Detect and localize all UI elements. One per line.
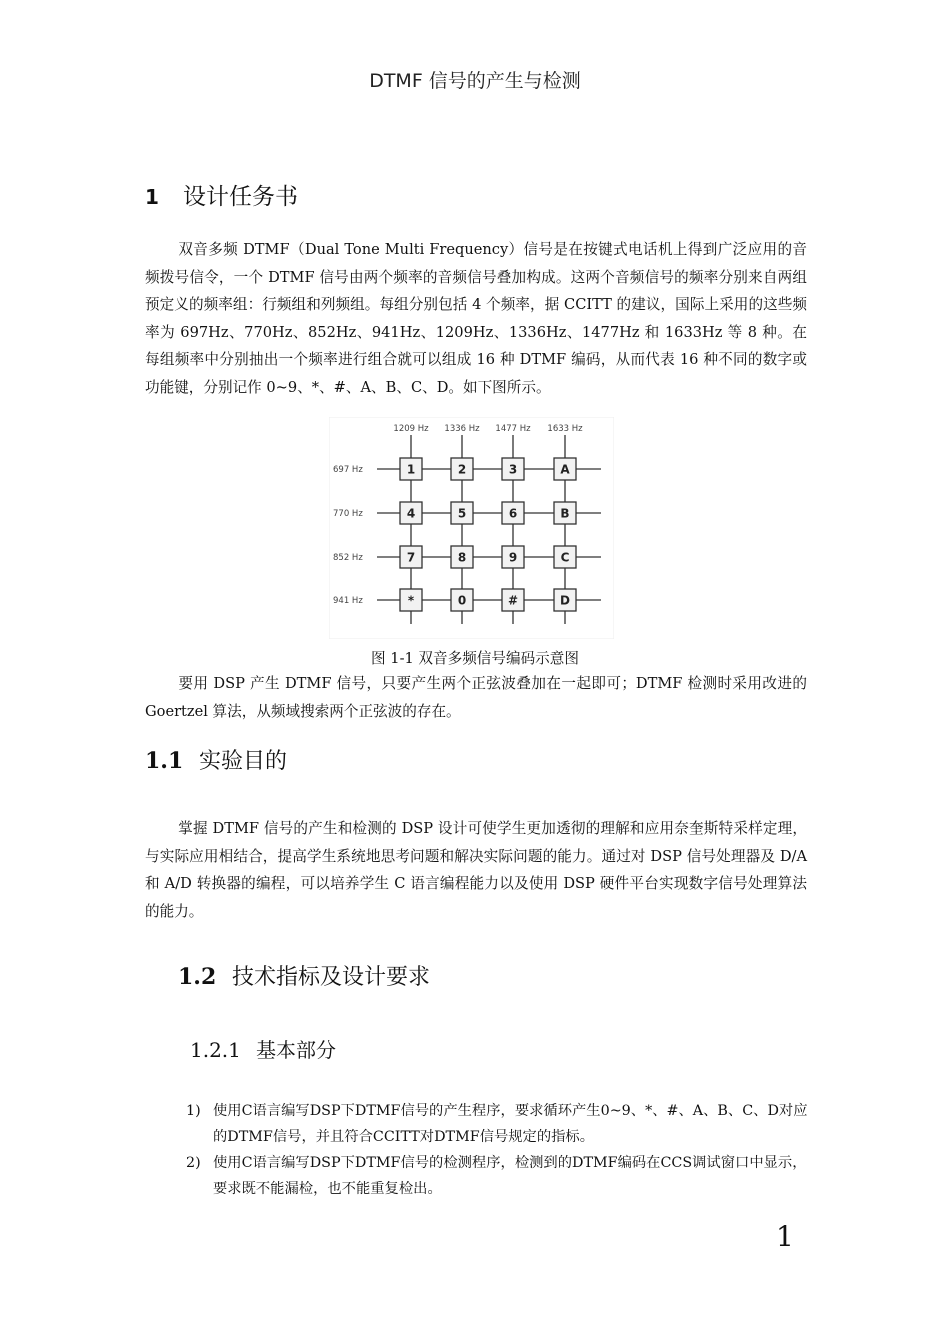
intro-text: 双音多频 DTMF（Dual Tone Multi Frequency）信号是在按键式电话机上得到广泛应用的音频拨号信令，一个 DTMF 信号由两个频率的音频信号叠加构成。这两个音频信号的频率分别来自两组预定义的频率组：行频组和列频组。每组分别包括 4 个频率，据 CCITT 的建议，国际上采用的这些频率为 697Hz、770Hz、852Hz、941Hz、1209Hz、1336Hz、1477Hz 和 1633Hz 等 8 种。在每组频率中分别抽出一个频率进行组合就可以组成 16 种 DTMF 编码，从而代表 16 种不同的数字或功能键，分别记作 0~9、*、#、A、B、C、D。如下图所示。 (145, 241, 807, 396)
figure-caption: 图 1-1 双音多频信号编码示意图 (371, 650, 579, 667)
page-header: DTMF 信号的产生与检测 (369, 70, 581, 92)
row-frequency-label: 852 Hz (333, 553, 363, 563)
key-label: D (560, 593, 570, 608)
column-frequency-label: 1633 Hz (547, 424, 583, 434)
page-number: 1 (776, 1220, 794, 1253)
key-label: 6 (508, 506, 518, 521)
subsection-heading (145, 744, 287, 775)
section-heading (145, 178, 298, 211)
list-item-text: 使用C语言编写DSP下DTMF信号的产生程序，要求循环产生0~9、*、#、A、B、C、D对应的DTMF信号，并且符合CCITT对DTMF信号规定的指标。 (213, 1103, 808, 1145)
row-frequency-label: 941 Hz (333, 596, 363, 606)
key-label: B (560, 506, 570, 521)
after-figure-text: 要用 DSP 产生 DTMF 信号，只要产生两个正弦波叠加在一起即可；DTMF 检测时采用改进的 Goertzel 算法，从频域搜索两个正弦波的存在。 (145, 675, 807, 720)
subsubsection-title: 基本部分 (256, 1038, 336, 1062)
list-marker: 1) (186, 1103, 201, 1119)
key-label: 3 (508, 462, 518, 477)
key-label: 8 (457, 550, 467, 565)
after-figure-paragraph (145, 670, 807, 725)
key-label: A (560, 462, 570, 477)
requirements-list (186, 1098, 808, 1202)
key-label: 1 (406, 462, 416, 477)
key-label: 4 (406, 506, 416, 521)
key-label: 5 (457, 506, 467, 521)
list-item-text: 使用C语言编写DSP下DTMF信号的检测程序，检测到的DTMF编码在CCS调试窗口中显示，要求既不能漏检，也不能重复检出。 (213, 1155, 807, 1197)
subsection-number-2: 1.2 (178, 964, 217, 990)
key-label: 7 (406, 550, 416, 565)
row-frequency-label: 770 Hz (333, 509, 363, 519)
list-item (186, 1150, 808, 1202)
subsection-number: 1.1 (145, 748, 184, 774)
list-marker: 2) (186, 1155, 201, 1171)
column-frequency-label: 1209 Hz (393, 424, 429, 434)
list-item (186, 1098, 808, 1150)
row-frequency-label: 697 Hz (333, 465, 363, 475)
key-label: # (507, 593, 519, 608)
subsection-title: 实验目的 (199, 749, 288, 774)
column-frequency-label: 1477 Hz (495, 424, 531, 434)
subsection-heading-2 (178, 960, 430, 991)
key-label: 0 (457, 593, 467, 608)
dtmf-keypad-figure (329, 417, 614, 639)
section-title: 设计任务书 (183, 184, 298, 210)
section-number: 1 (145, 185, 159, 209)
subsection-title-2: 技术指标及设计要求 (232, 965, 431, 990)
intro-paragraph (145, 236, 807, 401)
purpose-text: 掌握 DTMF 信号的产生和检测的 DSP 设计可使学生更加透彻的理解和应用奈奎斯特采样定理，与实际应用相结合，提高学生系统地思考问题和解决实际问题的能力。通过对 DSP 信号处理器及 D/A 和 A/D 转换器的编程，可以培养学生 C 语言编程能力以及使用 DSP 硬件平台实现数字信号处理算法的能力。 (145, 820, 807, 920)
key-label: C (560, 550, 570, 565)
key-label: 2 (457, 462, 467, 477)
subsubsection-number: 1.2.1 (190, 1038, 241, 1062)
column-frequency-label: 1336 Hz (444, 424, 480, 434)
key-label: 9 (508, 550, 518, 565)
key-label: * (407, 593, 415, 608)
subsubsection-heading (190, 1034, 336, 1063)
purpose-paragraph (145, 815, 807, 925)
